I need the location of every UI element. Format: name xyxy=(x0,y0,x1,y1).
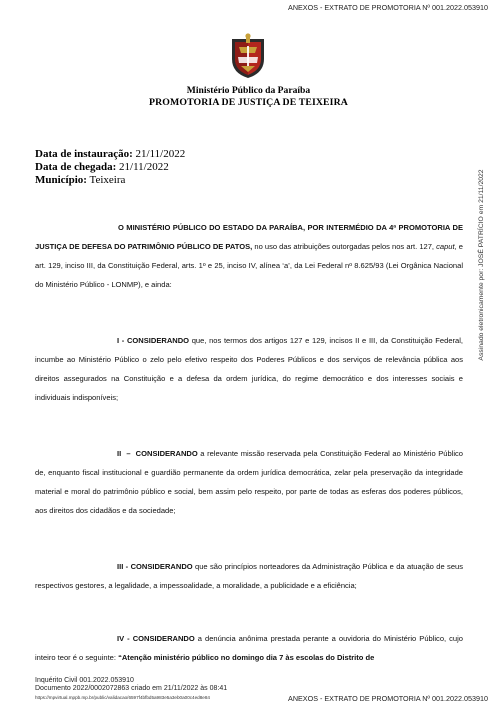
paragraph-considerando-3 xyxy=(35,557,463,595)
considerando-1-label: I - CONSIDERANDO xyxy=(117,336,190,345)
meta-municipio-value: Teixeira xyxy=(89,174,126,186)
paragraph-considerando-4 xyxy=(35,629,463,667)
considerando-4-quote: “Atenção ministério público no domingo dia 7 às escolas do Distrito de xyxy=(118,653,375,662)
promotoria-name: PROMOTORIA DE JUSTIÇA DE TEIXEIRA xyxy=(149,97,348,108)
paragraph-considerando-1 xyxy=(35,331,463,407)
meta-chegada xyxy=(35,161,169,174)
footer-document-info xyxy=(35,677,227,693)
paragraph-preamble xyxy=(35,218,463,294)
meta-chegada-label: Data de chegada: xyxy=(35,161,117,173)
considerando-2-text: a relevante missão reservada pela Constituição Federal ao Ministério Público de, enquanto fiscal institucional e guardião permanente da ordem jurídica democrática, zelar pela preservação da integridade material e moral do patrimônio público e social, bem assim pelo respeito, por parte de todas as esferas dos poderes públicos, aos direitos dos cidadãos e da sociedade; xyxy=(35,449,463,515)
considerando-4-label: IV - CONSIDERANDO xyxy=(117,634,195,643)
meta-instauracao-value: 21/11/2022 xyxy=(135,148,186,160)
footer-validation-link[interactable]: https://mpvirtual.mppb.mp.br/public/validacao/6597f4bfbd5a983e5a3eb0a00c4ed8e84 xyxy=(35,695,210,700)
footer-extrato: ANEXOS - EXTRATO DE PROMOTORIA Nº 001.2022.053910 xyxy=(288,694,488,703)
preamble-text-b: e art. 129, inciso III, da Constituição Federal, arts. 1º e 25, inciso IV, alínea ‘a’, da Lei Federal nº 8.625/93 (Lei Orgânica Nacional do Ministério Público - LONMP), e ainda: xyxy=(35,242,463,289)
considerando-3-text: que são princípios norteadores da Administração Pública e da atuação de seus respectivos gestores, a legalidade, a impessoalidade, a moralidade, a publicidade e a eficiência; xyxy=(35,562,463,590)
considerando-4-text: a denúncia anônima prestada perante a ouvidoria do Ministério Público, cujo inteiro teor é o seguinte: xyxy=(35,634,463,662)
meta-municipio xyxy=(35,174,125,187)
meta-instauracao-label: Data de instauração: xyxy=(35,148,133,160)
signature-side-text: Assinado eletronicamente por: JOSÉ PATRÍCIO em 21/11/2022 xyxy=(478,169,485,361)
org-name: Ministério Público da Paraíba xyxy=(186,85,311,96)
considerando-2-label: II – CONSIDERANDO xyxy=(117,449,198,458)
footer-inquerito: Inquérito Civil 001.2022.053910 xyxy=(35,677,134,684)
meta-municipio-label: Município: xyxy=(35,174,87,186)
preamble-text-a: no uso das atribuições outorgadas pelos nos art. 127, xyxy=(252,242,437,251)
footer-documento: Documento 2022/0002072863 criado em 21/11/2022 às 08:41 xyxy=(35,685,228,692)
meta-chegada-value: 21/11/2022 xyxy=(119,161,169,173)
paragraph-considerando-2 xyxy=(35,444,463,520)
meta-instauracao xyxy=(35,148,185,161)
preamble-caput: caput, xyxy=(436,242,457,251)
ministerio-publico-emblem-icon xyxy=(228,33,268,79)
header-extrato: ANEXOS - EXTRATO DE PROMOTORIA Nº 001.2022.053910 xyxy=(288,3,488,12)
considerando-1-text: que, nos termos dos artigos 127 e 129, incisos II e III, da Constituição Federal, incumbe ao Ministério Público o zelo pelo efetivo respeito dos Poderes Públicos e dos serviços de relevância pública aos direitos assegurados na Constituição e a defesa da ordem jurídica, do regime democrático e dos interesses sociais e individuais indisponíveis; xyxy=(35,336,463,402)
preamble-bold: O MINISTÉRIO PÚBLICO DO ESTADO DA PARAÍBA, POR INTERMÉDIO DA 4ª PROMOTORIA DE JUSTIÇA DE DEFESA DO PATRIMÔNIO PÚBLICO DE PATOS, xyxy=(35,223,463,251)
signature-side-note xyxy=(478,169,488,361)
considerando-3-label: III - CONSIDERANDO xyxy=(117,562,193,571)
